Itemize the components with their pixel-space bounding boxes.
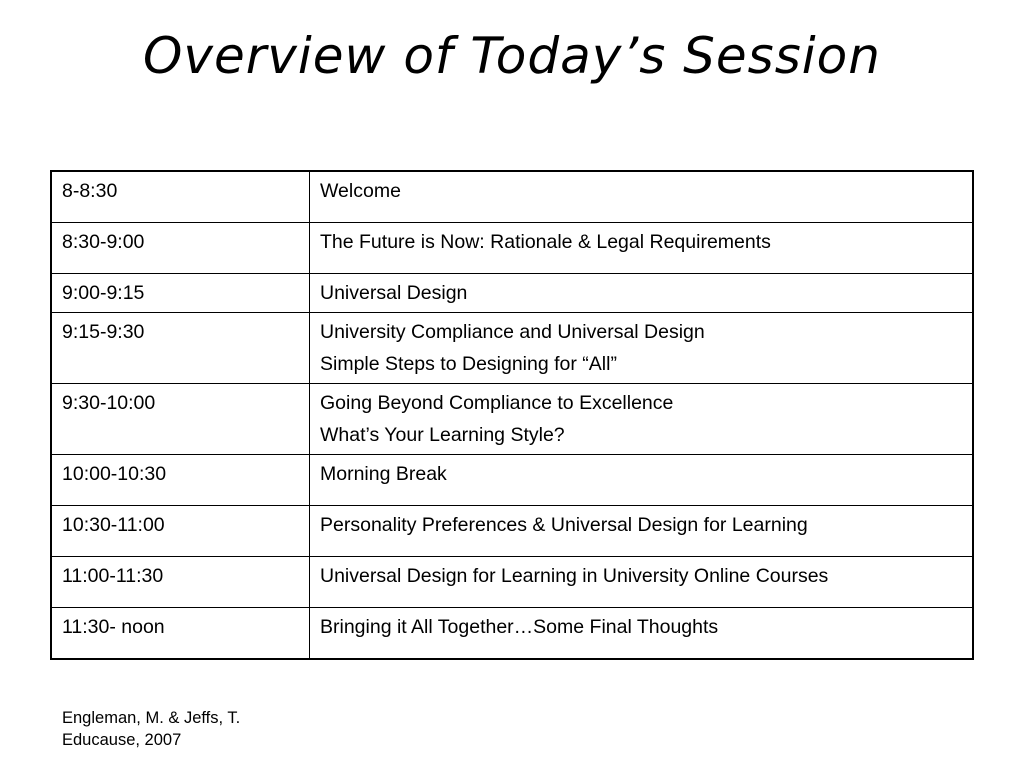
citation (62, 707, 240, 751)
activity-text: Universal Design (320, 282, 468, 304)
activity-text: What’s Your Learning Style? (320, 424, 565, 447)
time-cell: 9:30-10:00 (51, 384, 310, 455)
activity-text: The Future is Now: Rationale & Legal Requirements (320, 231, 771, 253)
activity-text: University Compliance and Universal Design (320, 321, 705, 343)
time-cell: 11:30- noon (51, 608, 310, 660)
table-row (51, 455, 973, 506)
activity-cell (310, 313, 974, 384)
activity-cell (310, 557, 974, 608)
activity-text: Personality Preferences & Universal Design for Learning (320, 514, 808, 536)
table-row (51, 274, 973, 313)
time-cell: 10:30-11:00 (51, 506, 310, 557)
time-cell: 9:15-9:30 (51, 313, 310, 384)
activity-cell (310, 274, 974, 313)
activity-text: Simple Steps to Designing for “All” (320, 353, 617, 376)
time-cell: 10:00-10:30 (51, 455, 310, 506)
table-row (51, 171, 973, 223)
time-cell: 11:00-11:30 (51, 557, 310, 608)
activity-text: Bringing it All Together…Some Final Thoughts (320, 616, 719, 638)
activity-cell (310, 223, 974, 274)
table-row (51, 557, 973, 608)
time-cell: 8-8:30 (51, 171, 310, 223)
schedule-table (50, 170, 974, 660)
table-row (51, 313, 973, 384)
table-row (51, 506, 973, 557)
activity-text: Universal Design for Learning in University Online Courses (320, 565, 829, 587)
citation-authors: Engleman, M. & Jeffs, T. (62, 709, 241, 727)
activity-cell (310, 455, 974, 506)
activity-text: Going Beyond Compliance to Excellence (320, 392, 674, 414)
time-cell: 8:30-9:00 (51, 223, 310, 274)
table-row (51, 223, 973, 274)
citation-source: Educause, 2007 (62, 731, 182, 749)
slide-title: Overview of Today’s Session (143, 27, 881, 85)
table-row (51, 608, 973, 660)
activity-text: Welcome (320, 180, 401, 202)
time-cell: 9:00-9:15 (51, 274, 310, 313)
activity-cell (310, 608, 974, 660)
activity-cell (310, 171, 974, 223)
activity-cell (310, 384, 974, 455)
activity-cell (310, 506, 974, 557)
table-row (51, 384, 973, 455)
activity-text: Morning Break (320, 463, 447, 485)
